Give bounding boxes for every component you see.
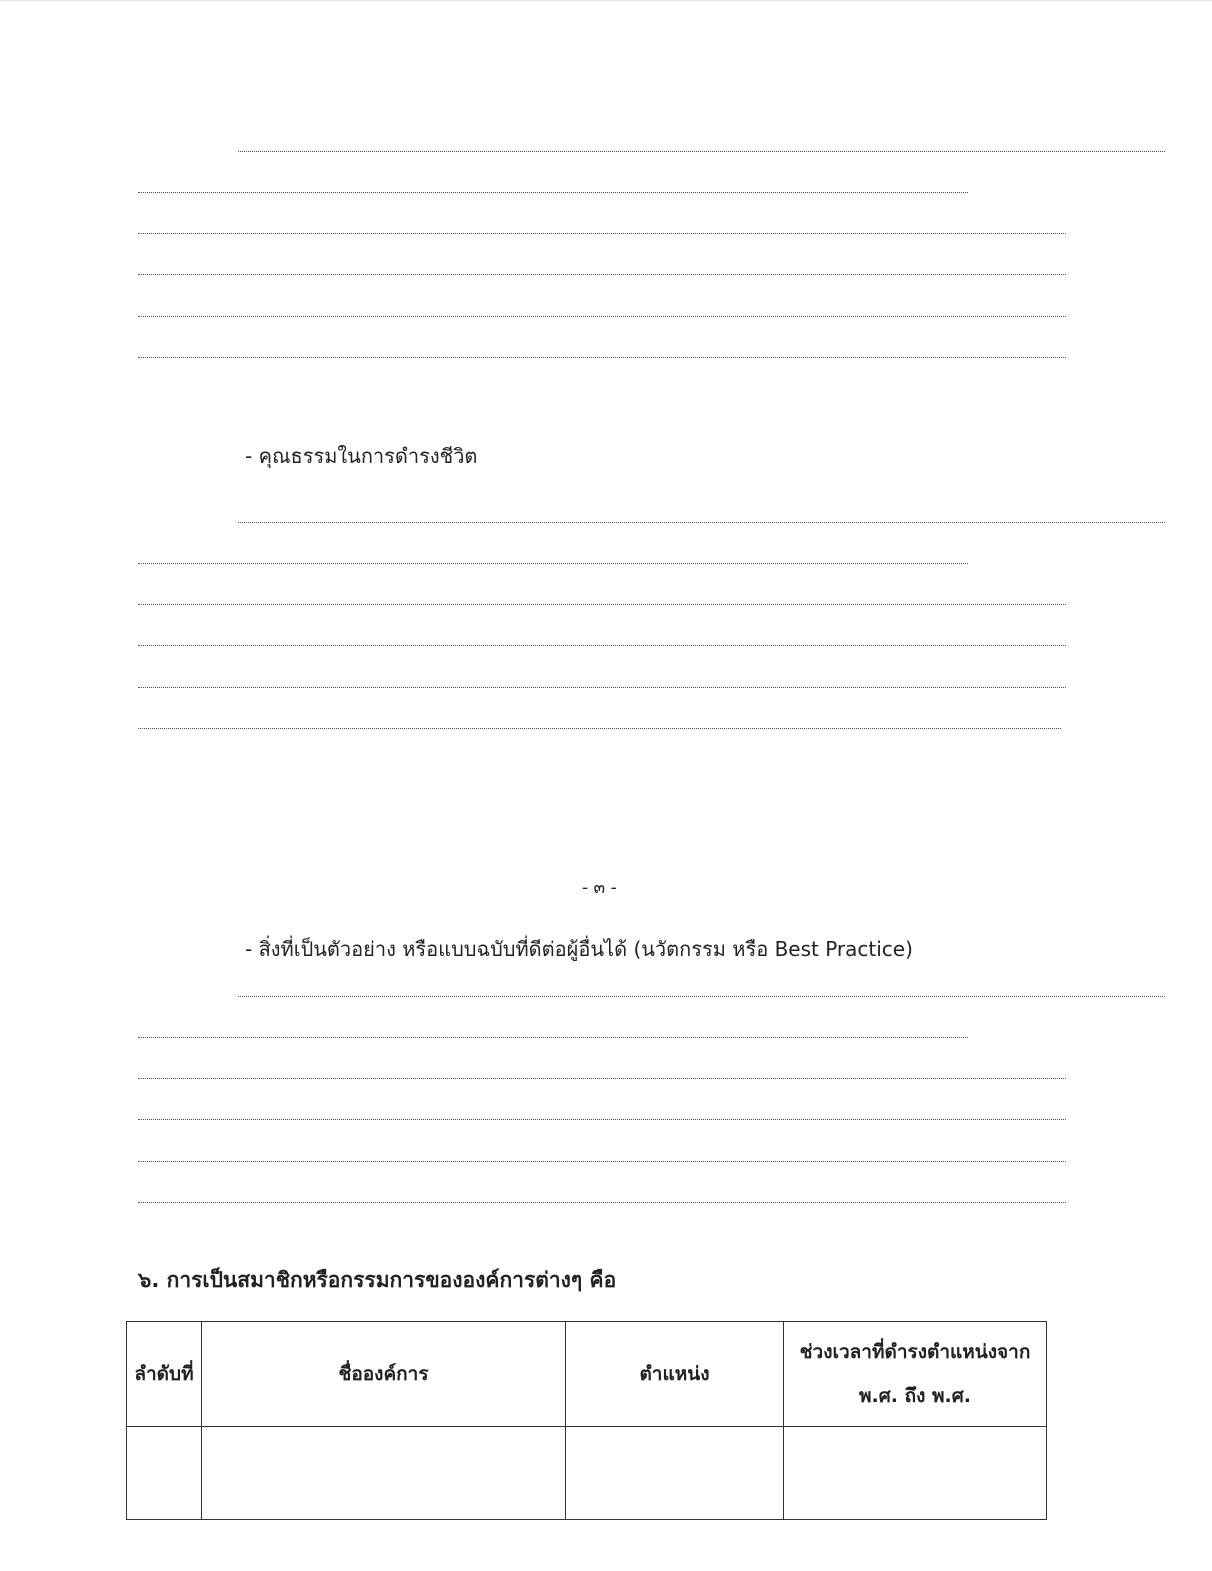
page-number: - ๓ - [582,878,617,898]
cell-period[interactable] [784,1427,1047,1520]
writing-line[interactable] [238,996,1165,997]
best-practice-label: - สิ่งที่เป็นตัวอย่าง หรือแบบฉบับที่ดีต่อผู้อื่นได้ (นวัตกรรม หรือ Best Practice) [245,937,913,961]
writing-line[interactable] [238,151,1165,152]
header-position: ตำแหน่ง [566,1322,784,1427]
header-period: ช่วงเวลาที่ดำรงตำแหน่งจาก พ.ศ. ถึง พ.ศ. [784,1322,1047,1427]
cell-org-name[interactable] [202,1427,566,1520]
header-seq: ลำดับที่ [127,1322,202,1427]
membership-table [126,1321,1047,1520]
writing-line[interactable] [138,357,1066,358]
writing-line[interactable] [138,645,1066,646]
table-row [127,1427,1047,1520]
writing-line[interactable] [138,563,968,564]
writing-line[interactable] [138,1078,1066,1079]
writing-line[interactable] [138,687,1066,688]
membership-heading: ๖. การเป็นสมาชิกหรือกรรมการขององค์การต่างๆ คือ [138,1268,617,1292]
writing-line[interactable] [138,604,1066,605]
writing-line[interactable] [138,1119,1066,1120]
writing-line[interactable] [138,274,1066,275]
writing-line[interactable] [138,1161,1066,1162]
page-top-edge [0,0,1212,1]
writing-line[interactable] [238,522,1165,523]
writing-line[interactable] [138,728,1061,729]
table-header-row [127,1322,1047,1427]
writing-line[interactable] [138,192,968,193]
writing-line[interactable] [138,1202,1066,1203]
writing-line[interactable] [138,233,1066,234]
cell-position[interactable] [566,1427,784,1520]
writing-line[interactable] [138,316,1066,317]
cell-seq[interactable] [127,1427,202,1520]
header-org-name: ชื่อองค์การ [202,1322,566,1427]
writing-line[interactable] [138,1037,968,1038]
virtue-label: - คุณธรรมในการดำรงชีวิต [245,444,478,468]
